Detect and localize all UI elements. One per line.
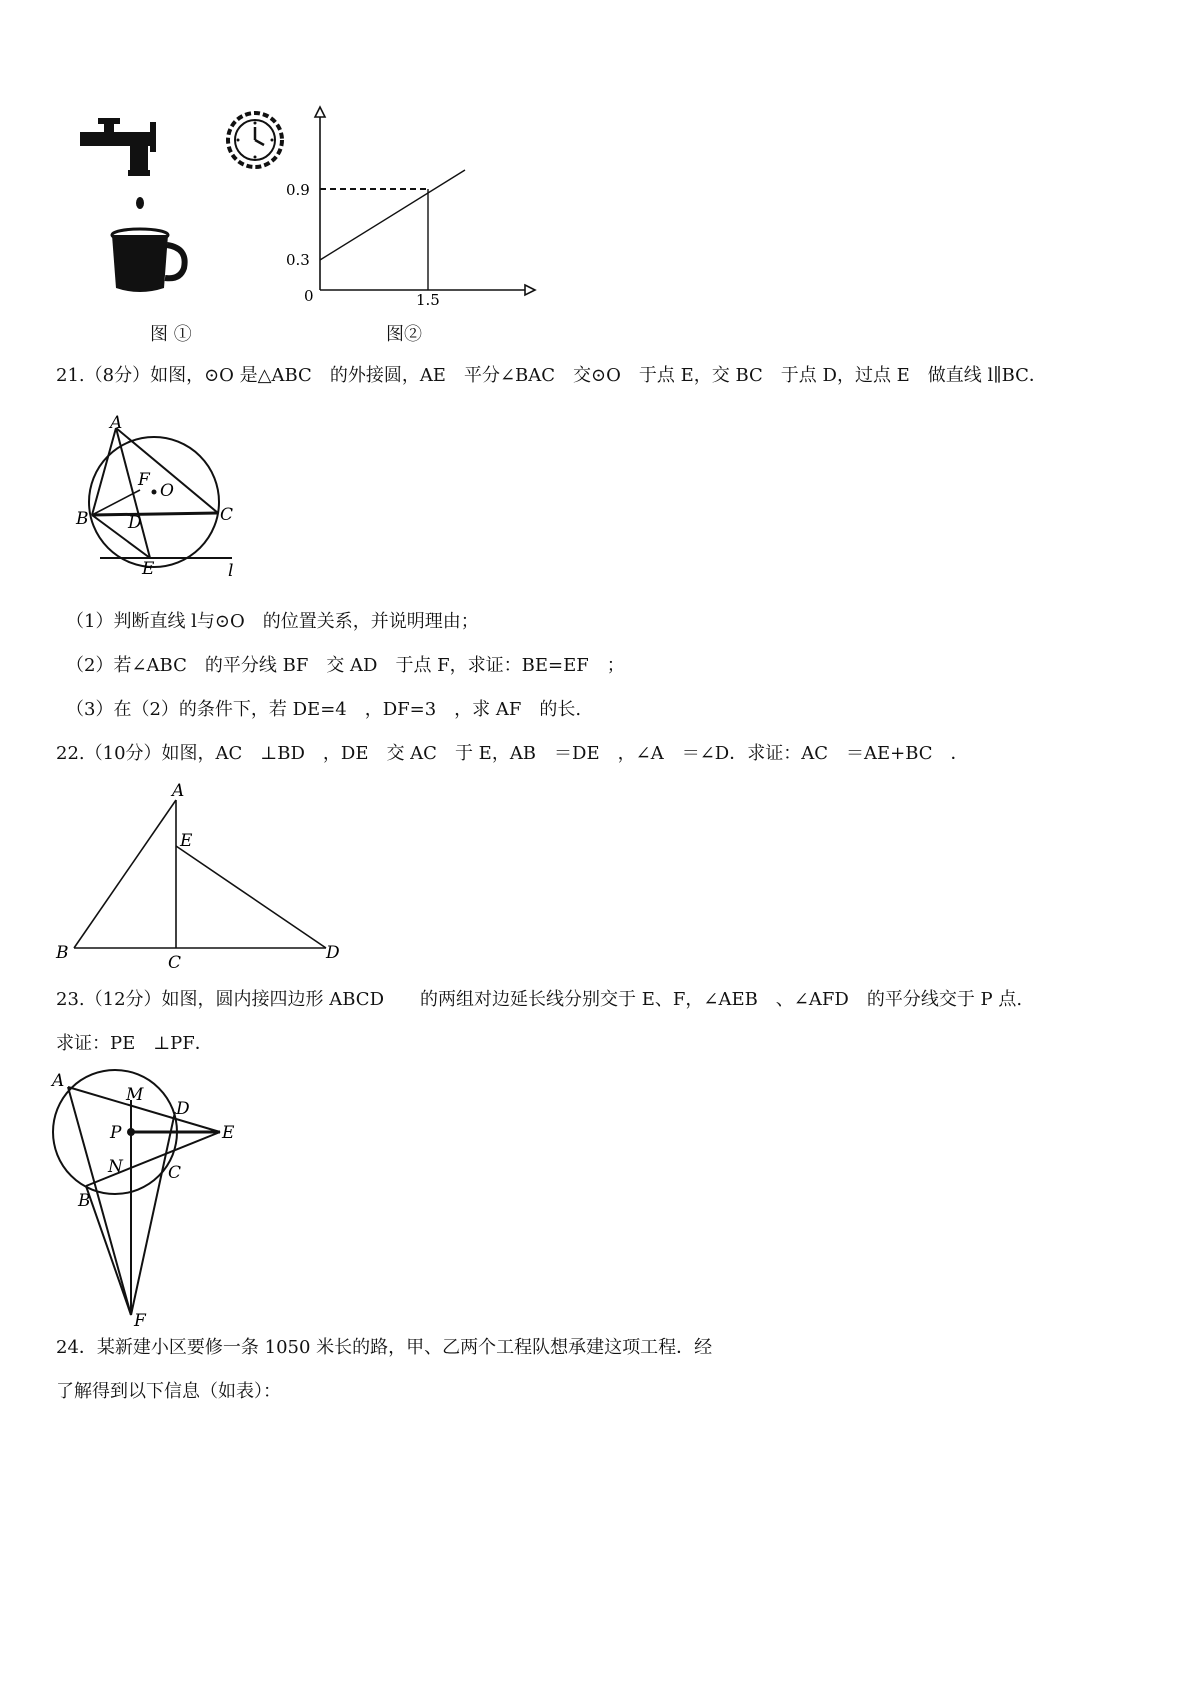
q21-label-E: E — [142, 559, 155, 579]
q23-figure — [50, 1070, 250, 1330]
q23-label-M: M — [126, 1085, 144, 1105]
q21-label-A: A — [110, 413, 123, 433]
q23-label-P: P — [110, 1123, 122, 1143]
q24-line-1: 24．某新建小区要修一条 1050 米长的路，甲、乙两个工程队想承建这项工程．经 — [56, 1337, 713, 1358]
q23-label-B: B — [78, 1191, 91, 1211]
q22-label-E: E — [180, 831, 193, 851]
figure-2-graph — [280, 105, 540, 315]
q22-label-B: B — [56, 943, 69, 963]
figure-2-caption: 图② — [386, 324, 422, 345]
q23-label-N: N — [108, 1157, 123, 1177]
q23-stem: 23.（12分）如图，圆内接四边形 ABCD 的两组对边延长线分别交于 E、F，∠AEB 、∠AFD 的平分线交于 P 点. — [56, 989, 1023, 1010]
faucet-icon — [80, 118, 156, 209]
q21-label-O: O — [160, 481, 174, 501]
q21-part-2: （2）若∠ABC 的平分线 BF 交 AD 于点 F，求证：BE=EF ； — [66, 655, 625, 676]
q23-label-A: A — [52, 1071, 65, 1091]
figure-1-illustration — [70, 110, 300, 310]
q23-label-D: D — [176, 1099, 190, 1119]
q22-stem: 22.（10分）如图，AC ⊥BD ，DE 交 AC 于 E，AB ＝DE ，∠A ＝∠D．求证：AC ＝AE+BC ． — [56, 743, 969, 764]
q21-part-1: （1）判断直线 l与⊙O 的位置关系，并说明理由； — [66, 611, 479, 632]
graph-line — [320, 170, 465, 260]
q21-label-D: D — [128, 513, 142, 533]
q23-label-E: E — [222, 1123, 235, 1143]
q21-label-B: B — [76, 509, 89, 529]
q22-label-C: C — [168, 953, 182, 973]
origin-label: 0 — [304, 287, 314, 305]
q22-figure — [50, 780, 350, 975]
q21-label-C: C — [220, 505, 234, 525]
q21-part-3: （3）在（2）的条件下，若 DE=4 ，DF=3 ，求 AF 的长. — [66, 699, 582, 720]
x-tick-1.5: 1.5 — [416, 291, 440, 309]
y-tick-0.9: 0.9 — [286, 181, 310, 199]
q21-figure — [70, 410, 270, 585]
figure-1-caption: 图 ① — [150, 324, 192, 345]
q23-stem-2: 求证：PE ⊥PF． — [56, 1033, 213, 1054]
q21-label-F: F — [138, 470, 150, 490]
q23-label-F: F — [134, 1311, 146, 1331]
q23-label-C: C — [168, 1163, 182, 1183]
q21-stem: 21.（8分）如图，⊙O 是△ABC 的外接圆，AE 平分∠BAC 交⊙O 于点 E，交 BC 于点 D，过点 E 做直线 l∥BC． — [56, 365, 1047, 386]
clock-icon — [228, 113, 282, 167]
q22-label-D: D — [326, 943, 340, 963]
q22-label-A: A — [172, 781, 185, 801]
y-tick-0.3: 0.3 — [286, 251, 310, 269]
q21-label-l: l — [228, 561, 234, 581]
cup-icon — [112, 229, 185, 292]
q24-line-2: 了解得到以下信息（如表）： — [56, 1381, 281, 1402]
